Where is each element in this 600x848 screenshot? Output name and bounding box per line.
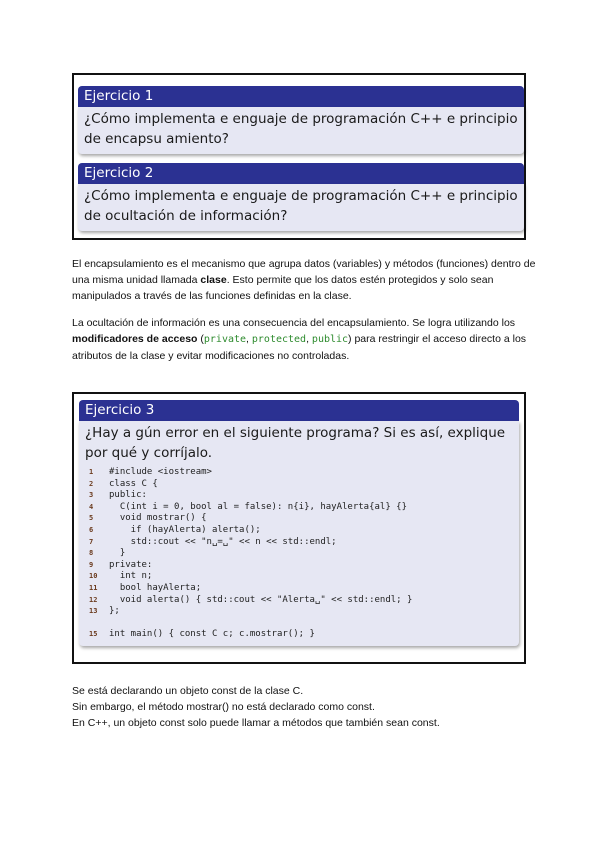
paragraph2-bold-term: modificadores de acceso (72, 333, 198, 345)
code-line (89, 595, 513, 607)
paragraph2-text-after: ) para restringir el acceso directo a los atributos de la clase y evitar modificaciones no controladas. (72, 333, 527, 362)
code-line (89, 629, 513, 641)
code-text: class C { (109, 478, 158, 489)
code-text: void alerta() { std::cout << "Alerta␣" << std::endl; } (109, 594, 413, 605)
code-line (89, 525, 513, 537)
code-text: int n; (109, 571, 153, 582)
exercise-screenshot-2 (72, 392, 526, 664)
exercise-3-question: ¿Hay a gún error en el siguiente programa? Si es así, explique por qué y corríjalo. (85, 425, 506, 461)
code-line (89, 583, 513, 595)
code-line (89, 537, 513, 549)
line-number: 1 (89, 468, 94, 476)
line-number: 9 (89, 560, 94, 569)
exercise-2-block (78, 163, 524, 231)
encapsulation-paragraph (72, 256, 542, 304)
line-number: 11 (89, 583, 98, 592)
exercise-2-title: Ejercicio 2 (78, 163, 524, 184)
exercise-screenshot-1 (72, 73, 526, 240)
code-text: C(int i = 0, bool al = false): n{i}, hayAlerta{al} {} (109, 501, 408, 512)
code-text: private: (109, 559, 153, 570)
code-line (89, 490, 513, 502)
code-line (89, 560, 513, 572)
answer-line-3: En C++, un objeto const solo puede llamar a métodos que también sean const. (72, 717, 440, 729)
paragraph2-comma-2: , (306, 333, 312, 345)
code-line (89, 467, 513, 479)
code-line (89, 571, 513, 583)
paragraph1-text-after: . Esto permite que los datos estén protegidos y solo sean manipulados a través de las funciones definidas en la clase. (72, 274, 494, 302)
line-number: 7 (89, 537, 94, 546)
exercise-3-block (79, 400, 519, 646)
code-line (89, 513, 513, 525)
keyword-protected: protected (251, 334, 307, 345)
line-number: 2 (89, 479, 94, 488)
paragraph1-bold-term: clase (200, 274, 227, 286)
code-text: int main() { const C c; c.mostrar(); } (109, 628, 315, 639)
line-number: 8 (89, 549, 94, 558)
code-listing (89, 467, 513, 640)
exercise-1-block (78, 86, 524, 154)
line-number: 12 (89, 595, 98, 604)
exercise-1-title: Ejercicio 1 (78, 86, 524, 107)
answer-line-2: Sin embargo, el método mostrar() no está declarado como const. (72, 701, 375, 713)
line-number: 5 (89, 514, 94, 523)
keyword-private: private (203, 334, 247, 345)
code-text: if (hayAlerta) alerta(); (109, 524, 261, 535)
code-text: bool hayAlerta; (109, 582, 202, 593)
answer-paragraph (72, 683, 542, 731)
exercise-3-body (79, 421, 519, 646)
line-number: 6 (89, 525, 94, 534)
keyword-public: public (311, 334, 349, 345)
code-line (89, 502, 513, 514)
line-number: 15 (89, 629, 98, 638)
code-text: #include <iostream> (109, 467, 212, 477)
exercise-2-body: ¿Cómo implementa e enguaje de programación C++ e principio de ocultación de información? (78, 184, 524, 231)
line-number: 4 (89, 502, 94, 511)
line-number: 3 (89, 491, 94, 500)
paragraph2-comma-1: , (246, 333, 252, 345)
code-text: void mostrar() { (109, 513, 207, 524)
exercise-3-title: Ejercicio 3 (79, 400, 519, 421)
code-line (89, 606, 513, 618)
answer-line-1: Se está declarando un objeto const de la clase C. (72, 685, 304, 697)
code-text: } (109, 548, 126, 559)
line-number: 13 (89, 607, 98, 616)
paragraph2-open-paren: ( (197, 333, 204, 345)
paragraph2-text-before: La ocultación de información es una consecuencia del encapsulamiento. Se logra utilizando los (72, 317, 516, 329)
code-text: }; (109, 606, 120, 617)
code-line (89, 548, 513, 560)
code-text: public: (109, 490, 147, 501)
line-number: 10 (89, 572, 98, 581)
exercise-1-body: ¿Cómo implementa e enguaje de programación C++ e principio de encapsu amiento? (78, 107, 524, 154)
code-text: std::cout << "n␣=␣" << n << std::endl; (109, 536, 337, 547)
paragraph1-text-before: El encapsulamiento es el mecanismo que agrupa datos (variables) y métodos (funciones) dentro de una misma unidad llamada (72, 258, 536, 286)
information-hiding-paragraph (72, 315, 542, 364)
code-line (89, 479, 513, 491)
